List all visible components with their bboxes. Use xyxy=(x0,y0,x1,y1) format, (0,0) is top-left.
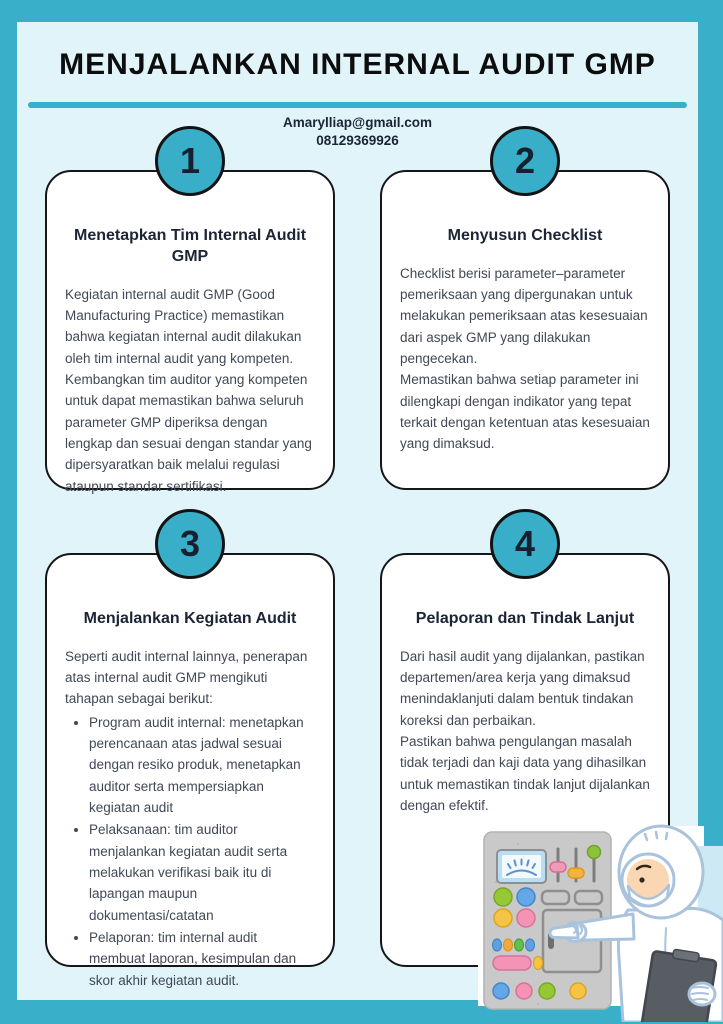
card-step-3 xyxy=(45,523,335,988)
card-2-paragraph: Checklist berisi parameter–parameter pemeriksaan yang dipergunakan untuk melakukan pemeriksaan atas kesesuaian dari aspek GMP yang dilakukan pengecekan. xyxy=(400,265,648,367)
card-1-body xyxy=(65,284,315,497)
card-step-2 xyxy=(380,140,670,490)
card-2-title: Menyusun Checklist xyxy=(447,227,603,244)
card-2-body xyxy=(400,263,650,455)
card-4-body xyxy=(400,646,650,817)
bullet-item: • Pelaksanaan: tim auditor menjalankan kegiatan audit serta melakukan verifikasi baik itu di lapangan maupun dokumentasi/catatan xyxy=(89,819,315,926)
contact-block xyxy=(17,114,698,149)
card-3-bullet-list xyxy=(71,712,315,991)
gripping-hand xyxy=(689,983,715,1005)
page-title: MENJALANKAN INTERNAL AUDIT GMP xyxy=(59,48,656,81)
panel-pink-bar-button xyxy=(493,956,531,970)
card-3-body xyxy=(65,646,315,991)
step-1-number-badge: 1 xyxy=(155,126,225,196)
card-4-paragraph: Pastikan bahwa pengulangan masalah tidak terjadi dan kaji data yang dihasilkan untuk memastikan tindak lanjut dijalankan dengan efektif. xyxy=(400,734,650,814)
card-2-paragraph: Memastikan bahwa setiap parameter ini dilengkapi dengan indikator yang tepat terkait dengan ketentuan atas kesesuaian yang dimaksud. xyxy=(400,372,650,452)
bullet-item: • Pelaporan: tim internal audit membuat laporan, kesimpulan dan skor akhir kegiatan audit. xyxy=(89,927,315,991)
bullet-item: • Program audit internal: menetapkan perencanaan atas jadwal sesuai dengan resiko produk, menetapkan auditor serta mempersiapkan kegiatan audit xyxy=(89,712,315,819)
step-2-number-badge: 2 xyxy=(490,126,560,196)
panel-yellow-oval xyxy=(534,957,543,970)
card-4-title: Pelaporan dan Tindak Lanjut xyxy=(415,610,635,627)
card-1-title: Menetapkan Tim Internal Audit GMP xyxy=(73,227,307,265)
card-3-title: Menjalankan Kegiatan Audit xyxy=(83,610,297,627)
cleanroom-worker-illustration xyxy=(478,822,723,1022)
card-1-paragraph: Kegiatan internal audit GMP (Good Manufacturing Practice) memastikan bahwa kegiatan internal audit dilakukan oleh tim internal audit yang kompeten. Kembangkan tim auditor yang kompeten untuk dapat memastikan bahwa seluruh parameter GMP diperiksa dengan lengkap dan sesuai dengan standar yang dipersyaratkan baik melalui regulasi ataupun standar sertifikasi. xyxy=(65,286,312,494)
worker-eye xyxy=(639,877,644,882)
card-step-1 xyxy=(45,140,335,494)
contact-email: Amarylliap@gmail.com xyxy=(283,115,432,130)
step-3-number-badge: 3 xyxy=(155,509,225,579)
card-3-paragraph: Seperti audit internal lainnya, penerapan atas internal audit GMP mengikuti tahapan sebagai berikut: xyxy=(65,648,308,707)
step-4-number-badge: 4 xyxy=(490,509,560,579)
card-4-paragraph: Dari hasil audit yang dijalankan, pastikan departemen/area kerja yang dimaksud menindaklanjuti dalam bentuk tindakan koreksi dan perbaikan. xyxy=(400,648,645,728)
contact-phone: 08129369926 xyxy=(316,132,399,148)
panel-meter-gauge xyxy=(497,850,546,883)
header-divider xyxy=(28,102,687,108)
panel-sliders xyxy=(550,846,601,882)
